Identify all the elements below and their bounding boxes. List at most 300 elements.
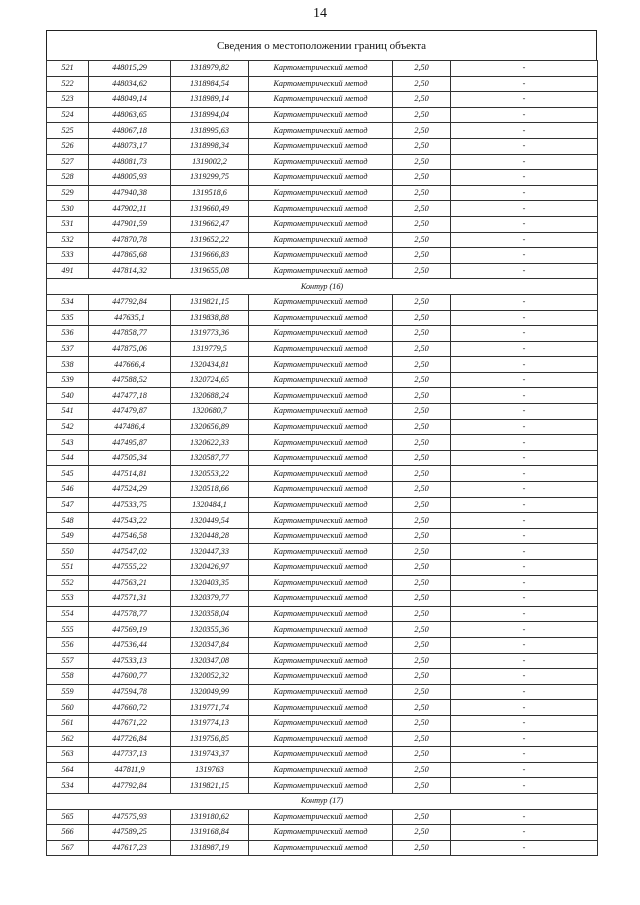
point-number-cell: 552	[47, 575, 89, 591]
x-coordinate-cell: 447563,21	[89, 575, 171, 591]
y-coordinate-cell: 1318987,19	[171, 840, 249, 856]
y-coordinate-cell: 1319002,2	[171, 154, 249, 170]
description-cell: -	[451, 170, 598, 186]
table-row	[47, 341, 598, 357]
point-number-cell: 539	[47, 372, 89, 388]
y-coordinate-cell: 1320656,89	[171, 419, 249, 435]
y-coordinate-cell: 1320347,84	[171, 637, 249, 653]
x-coordinate-cell: 447578,77	[89, 606, 171, 622]
precision-cell: 2,50	[393, 138, 451, 154]
description-cell: -	[451, 466, 598, 482]
x-coordinate-cell: 447600,77	[89, 669, 171, 685]
description-cell: -	[451, 560, 598, 576]
table-row	[47, 326, 598, 342]
table-row	[47, 544, 598, 560]
table-row	[47, 201, 598, 217]
description-cell: -	[451, 606, 598, 622]
y-coordinate-cell: 1320403,35	[171, 575, 249, 591]
y-coordinate-cell: 1320358,04	[171, 606, 249, 622]
y-coordinate-cell: 1319652,22	[171, 232, 249, 248]
method-cell: Картометрический метод	[249, 326, 393, 342]
table-row	[47, 622, 598, 638]
description-cell: -	[451, 700, 598, 716]
table-row	[47, 372, 598, 388]
y-coordinate-cell: 1319821,15	[171, 778, 249, 794]
method-cell: Картометрический метод	[249, 747, 393, 763]
method-cell: Картометрический метод	[249, 466, 393, 482]
point-number-cell: 530	[47, 201, 89, 217]
description-cell: -	[451, 107, 598, 123]
x-coordinate-cell: 448034,62	[89, 76, 171, 92]
method-cell: Картометрический метод	[249, 622, 393, 638]
description-cell: -	[451, 419, 598, 435]
point-number-cell: 563	[47, 747, 89, 763]
precision-cell: 2,50	[393, 216, 451, 232]
y-coordinate-cell: 1319821,15	[171, 294, 249, 310]
method-cell: Картометрический метод	[249, 762, 393, 778]
method-cell: Картометрический метод	[249, 76, 393, 92]
y-coordinate-cell: 1319168,84	[171, 825, 249, 841]
description-cell: -	[451, 154, 598, 170]
method-cell: Картометрический метод	[249, 404, 393, 420]
precision-cell: 2,50	[393, 185, 451, 201]
precision-cell: 2,50	[393, 357, 451, 373]
x-coordinate-cell: 447875,06	[89, 341, 171, 357]
x-coordinate-cell: 447555,22	[89, 560, 171, 576]
table-row	[47, 170, 598, 186]
precision-cell: 2,50	[393, 560, 451, 576]
description-cell: -	[451, 840, 598, 856]
x-coordinate-cell: 447940,38	[89, 185, 171, 201]
table-title: Сведения о местоположении границ объекта	[46, 30, 597, 60]
x-coordinate-cell: 447737,13	[89, 747, 171, 763]
x-coordinate-cell: 447514,81	[89, 466, 171, 482]
point-number-cell: 549	[47, 528, 89, 544]
x-coordinate-cell: 447505,34	[89, 450, 171, 466]
table-row	[47, 715, 598, 731]
table-row	[47, 419, 598, 435]
method-cell: Картометрический метод	[249, 700, 393, 716]
method-cell: Картометрический метод	[249, 107, 393, 123]
method-cell: Картометрический метод	[249, 575, 393, 591]
precision-cell: 2,50	[393, 528, 451, 544]
x-coordinate-cell: 447486,4	[89, 419, 171, 435]
method-cell: Картометрический метод	[249, 560, 393, 576]
description-cell: -	[451, 201, 598, 217]
table-row	[47, 684, 598, 700]
y-coordinate-cell: 1319299,75	[171, 170, 249, 186]
method-cell: Картометрический метод	[249, 232, 393, 248]
precision-cell: 2,50	[393, 840, 451, 856]
method-cell: Картометрический метод	[249, 684, 393, 700]
precision-cell: 2,50	[393, 419, 451, 435]
description-cell: -	[451, 61, 598, 77]
x-coordinate-cell: 447571,31	[89, 591, 171, 607]
y-coordinate-cell: 1320449,54	[171, 513, 249, 529]
description-cell: -	[451, 138, 598, 154]
description-cell: -	[451, 482, 598, 498]
precision-cell: 2,50	[393, 544, 451, 560]
precision-cell: 2,50	[393, 372, 451, 388]
precision-cell: 2,50	[393, 388, 451, 404]
x-coordinate-cell: 447575,93	[89, 809, 171, 825]
description-cell: -	[451, 544, 598, 560]
y-coordinate-cell: 1318994,04	[171, 107, 249, 123]
point-number-cell: 546	[47, 482, 89, 498]
point-number-cell: 565	[47, 809, 89, 825]
x-coordinate-cell: 447617,23	[89, 840, 171, 856]
method-cell: Картометрический метод	[249, 185, 393, 201]
x-coordinate-cell: 447666,4	[89, 357, 171, 373]
x-coordinate-cell: 447524,29	[89, 482, 171, 498]
point-number-cell: 540	[47, 388, 89, 404]
method-cell: Картометрический метод	[249, 809, 393, 825]
description-cell: -	[451, 372, 598, 388]
table-row	[47, 809, 598, 825]
contour-header-row	[47, 793, 598, 809]
table-row	[47, 107, 598, 123]
precision-cell: 2,50	[393, 591, 451, 607]
precision-cell: 2,50	[393, 248, 451, 264]
boundary-coordinates-table	[46, 60, 598, 856]
description-cell: -	[451, 513, 598, 529]
precision-cell: 2,50	[393, 450, 451, 466]
point-number-cell: 558	[47, 669, 89, 685]
y-coordinate-cell: 1320049,99	[171, 684, 249, 700]
y-coordinate-cell: 1318995,63	[171, 123, 249, 139]
point-number-cell: 561	[47, 715, 89, 731]
table-body	[47, 61, 598, 856]
precision-cell: 2,50	[393, 76, 451, 92]
point-number-cell: 526	[47, 138, 89, 154]
description-cell: -	[451, 232, 598, 248]
precision-cell: 2,50	[393, 747, 451, 763]
description-cell: -	[451, 357, 598, 373]
x-coordinate-cell: 447814,32	[89, 263, 171, 279]
precision-cell: 2,50	[393, 575, 451, 591]
y-coordinate-cell: 1320347,08	[171, 653, 249, 669]
method-cell: Картометрический метод	[249, 435, 393, 451]
y-coordinate-cell: 1319756,85	[171, 731, 249, 747]
description-cell: -	[451, 715, 598, 731]
method-cell: Картометрический метод	[249, 840, 393, 856]
point-number-cell: 538	[47, 357, 89, 373]
method-cell: Картометрический метод	[249, 154, 393, 170]
point-number-cell: 550	[47, 544, 89, 560]
x-coordinate-cell: 447865,68	[89, 248, 171, 264]
precision-cell: 2,50	[393, 497, 451, 513]
table-row	[47, 388, 598, 404]
description-cell: -	[451, 450, 598, 466]
method-cell: Картометрический метод	[249, 248, 393, 264]
description-cell: -	[451, 669, 598, 685]
table-row	[47, 731, 598, 747]
y-coordinate-cell: 1320379,77	[171, 591, 249, 607]
y-coordinate-cell: 1320587,77	[171, 450, 249, 466]
point-number-cell: 534	[47, 294, 89, 310]
point-number-cell: 547	[47, 497, 89, 513]
precision-cell: 2,50	[393, 170, 451, 186]
point-number-cell: 533	[47, 248, 89, 264]
table-row	[47, 61, 598, 77]
point-number-cell: 527	[47, 154, 89, 170]
x-coordinate-cell: 448049,14	[89, 92, 171, 108]
point-number-cell: 548	[47, 513, 89, 529]
point-number-cell: 555	[47, 622, 89, 638]
x-coordinate-cell: 447870,78	[89, 232, 171, 248]
table-row	[47, 591, 598, 607]
description-cell: -	[451, 762, 598, 778]
table-row	[47, 466, 598, 482]
precision-cell: 2,50	[393, 466, 451, 482]
point-number-cell: 562	[47, 731, 89, 747]
x-coordinate-cell: 447533,75	[89, 497, 171, 513]
y-coordinate-cell: 1320680,7	[171, 404, 249, 420]
description-cell: -	[451, 684, 598, 700]
method-cell: Картометрический метод	[249, 138, 393, 154]
description-cell: -	[451, 216, 598, 232]
precision-cell: 2,50	[393, 762, 451, 778]
precision-cell: 2,50	[393, 310, 451, 326]
description-cell: -	[451, 637, 598, 653]
point-number-cell: 545	[47, 466, 89, 482]
precision-cell: 2,50	[393, 622, 451, 638]
table-row	[47, 513, 598, 529]
point-number-cell: 564	[47, 762, 89, 778]
description-cell: -	[451, 404, 598, 420]
x-coordinate-cell: 447671,22	[89, 715, 171, 731]
description-cell: -	[451, 731, 598, 747]
x-coordinate-cell: 447589,25	[89, 825, 171, 841]
method-cell: Картометрический метод	[249, 388, 393, 404]
description-cell: -	[451, 497, 598, 513]
method-cell: Картометрический метод	[249, 482, 393, 498]
x-coordinate-cell: 448063,65	[89, 107, 171, 123]
precision-cell: 2,50	[393, 404, 451, 420]
table-row	[47, 294, 598, 310]
contour-header-row	[47, 279, 598, 295]
precision-cell: 2,50	[393, 700, 451, 716]
description-cell: -	[451, 92, 598, 108]
table-row	[47, 825, 598, 841]
table-row	[47, 528, 598, 544]
table-row	[47, 216, 598, 232]
precision-cell: 2,50	[393, 482, 451, 498]
precision-cell: 2,50	[393, 341, 451, 357]
x-coordinate-cell: 447536,44	[89, 637, 171, 653]
point-number-cell: 491	[47, 263, 89, 279]
y-coordinate-cell: 1319779,5	[171, 341, 249, 357]
point-number-cell: 556	[47, 637, 89, 653]
y-coordinate-cell: 1320448,28	[171, 528, 249, 544]
point-number-cell: 566	[47, 825, 89, 841]
contour-label: Контур (17)	[47, 793, 598, 809]
point-number-cell: 524	[47, 107, 89, 123]
table-row	[47, 653, 598, 669]
x-coordinate-cell: 447588,52	[89, 372, 171, 388]
table-row	[47, 497, 598, 513]
method-cell: Картометрический метод	[249, 731, 393, 747]
precision-cell: 2,50	[393, 653, 451, 669]
description-cell: -	[451, 341, 598, 357]
method-cell: Картометрический метод	[249, 263, 393, 279]
method-cell: Картометрический метод	[249, 341, 393, 357]
method-cell: Картометрический метод	[249, 170, 393, 186]
point-number-cell: 541	[47, 404, 89, 420]
y-coordinate-cell: 1320355,36	[171, 622, 249, 638]
point-number-cell: 531	[47, 216, 89, 232]
description-cell: -	[451, 825, 598, 841]
table-row	[47, 450, 598, 466]
table-row	[47, 560, 598, 576]
method-cell: Картометрический метод	[249, 513, 393, 529]
point-number-cell: 522	[47, 76, 89, 92]
x-coordinate-cell: 447726,84	[89, 731, 171, 747]
point-number-cell: 551	[47, 560, 89, 576]
table-row	[47, 435, 598, 451]
table-row	[47, 123, 598, 139]
boundary-table-sheet	[46, 30, 597, 856]
y-coordinate-cell: 1319518,6	[171, 185, 249, 201]
precision-cell: 2,50	[393, 637, 451, 653]
table-row	[47, 185, 598, 201]
point-number-cell: 529	[47, 185, 89, 201]
x-coordinate-cell: 447546,58	[89, 528, 171, 544]
method-cell: Картометрический метод	[249, 653, 393, 669]
table-row	[47, 92, 598, 108]
table-row	[47, 263, 598, 279]
table-row	[47, 310, 598, 326]
x-coordinate-cell: 447543,22	[89, 513, 171, 529]
x-coordinate-cell: 447635,1	[89, 310, 171, 326]
y-coordinate-cell: 1318984,54	[171, 76, 249, 92]
method-cell: Картометрический метод	[249, 450, 393, 466]
point-number-cell: 567	[47, 840, 89, 856]
y-coordinate-cell: 1319666,83	[171, 248, 249, 264]
y-coordinate-cell: 1320688,24	[171, 388, 249, 404]
y-coordinate-cell: 1319774,13	[171, 715, 249, 731]
point-number-cell: 553	[47, 591, 89, 607]
point-number-cell: 557	[47, 653, 89, 669]
method-cell: Картометрический метод	[249, 92, 393, 108]
point-number-cell: 521	[47, 61, 89, 77]
precision-cell: 2,50	[393, 684, 451, 700]
y-coordinate-cell: 1319660,49	[171, 201, 249, 217]
y-coordinate-cell: 1319771,74	[171, 700, 249, 716]
point-number-cell: 537	[47, 341, 89, 357]
description-cell: -	[451, 185, 598, 201]
precision-cell: 2,50	[393, 435, 451, 451]
y-coordinate-cell: 1320434,81	[171, 357, 249, 373]
method-cell: Картометрический метод	[249, 606, 393, 622]
x-coordinate-cell: 448073,17	[89, 138, 171, 154]
point-number-cell: 560	[47, 700, 89, 716]
point-number-cell: 525	[47, 123, 89, 139]
y-coordinate-cell: 1319662,47	[171, 216, 249, 232]
precision-cell: 2,50	[393, 731, 451, 747]
method-cell: Картометрический метод	[249, 61, 393, 77]
x-coordinate-cell: 447495,87	[89, 435, 171, 451]
table-row	[47, 762, 598, 778]
point-number-cell: 534	[47, 778, 89, 794]
method-cell: Картометрический метод	[249, 357, 393, 373]
description-cell: -	[451, 622, 598, 638]
table-row	[47, 154, 598, 170]
description-cell: -	[451, 123, 598, 139]
x-coordinate-cell: 447792,84	[89, 294, 171, 310]
description-cell: -	[451, 575, 598, 591]
description-cell: -	[451, 747, 598, 763]
y-coordinate-cell: 1318979,82	[171, 61, 249, 77]
x-coordinate-cell: 448015,29	[89, 61, 171, 77]
description-cell: -	[451, 310, 598, 326]
point-number-cell: 543	[47, 435, 89, 451]
y-coordinate-cell: 1319763	[171, 762, 249, 778]
point-number-cell: 535	[47, 310, 89, 326]
method-cell: Картометрический метод	[249, 419, 393, 435]
y-coordinate-cell: 1319655,08	[171, 263, 249, 279]
method-cell: Картометрический метод	[249, 825, 393, 841]
precision-cell: 2,50	[393, 61, 451, 77]
table-row	[47, 248, 598, 264]
precision-cell: 2,50	[393, 263, 451, 279]
x-coordinate-cell: 447594,78	[89, 684, 171, 700]
y-coordinate-cell: 1320553,22	[171, 466, 249, 482]
method-cell: Картометрический метод	[249, 372, 393, 388]
x-coordinate-cell: 448067,18	[89, 123, 171, 139]
point-number-cell: 554	[47, 606, 89, 622]
x-coordinate-cell: 447660,72	[89, 700, 171, 716]
y-coordinate-cell: 1320447,33	[171, 544, 249, 560]
method-cell: Картометрический метод	[249, 310, 393, 326]
y-coordinate-cell: 1318989,14	[171, 92, 249, 108]
y-coordinate-cell: 1318998,34	[171, 138, 249, 154]
method-cell: Картометрический метод	[249, 669, 393, 685]
x-coordinate-cell: 448081,73	[89, 154, 171, 170]
x-coordinate-cell: 447811,9	[89, 762, 171, 778]
page-number: 14	[313, 6, 327, 21]
y-coordinate-cell: 1320622,33	[171, 435, 249, 451]
x-coordinate-cell: 447547,02	[89, 544, 171, 560]
x-coordinate-cell: 447858,77	[89, 326, 171, 342]
precision-cell: 2,50	[393, 715, 451, 731]
y-coordinate-cell: 1320724,65	[171, 372, 249, 388]
point-number-cell: 528	[47, 170, 89, 186]
method-cell: Картометрический метод	[249, 715, 393, 731]
description-cell: -	[451, 435, 598, 451]
table-row	[47, 138, 598, 154]
description-cell: -	[451, 528, 598, 544]
table-row	[47, 232, 598, 248]
table-row	[47, 840, 598, 856]
table-row	[47, 482, 598, 498]
method-cell: Картометрический метод	[249, 778, 393, 794]
contour-label: Контур (16)	[47, 279, 598, 295]
precision-cell: 2,50	[393, 513, 451, 529]
method-cell: Картометрический метод	[249, 544, 393, 560]
y-coordinate-cell: 1320484,1	[171, 497, 249, 513]
point-number-cell: 523	[47, 92, 89, 108]
precision-cell: 2,50	[393, 778, 451, 794]
description-cell: -	[451, 591, 598, 607]
method-cell: Картометрический метод	[249, 123, 393, 139]
point-number-cell: 542	[47, 419, 89, 435]
x-coordinate-cell: 447901,59	[89, 216, 171, 232]
table-row	[47, 637, 598, 653]
table-row	[47, 76, 598, 92]
table-row	[47, 700, 598, 716]
description-cell: -	[451, 326, 598, 342]
